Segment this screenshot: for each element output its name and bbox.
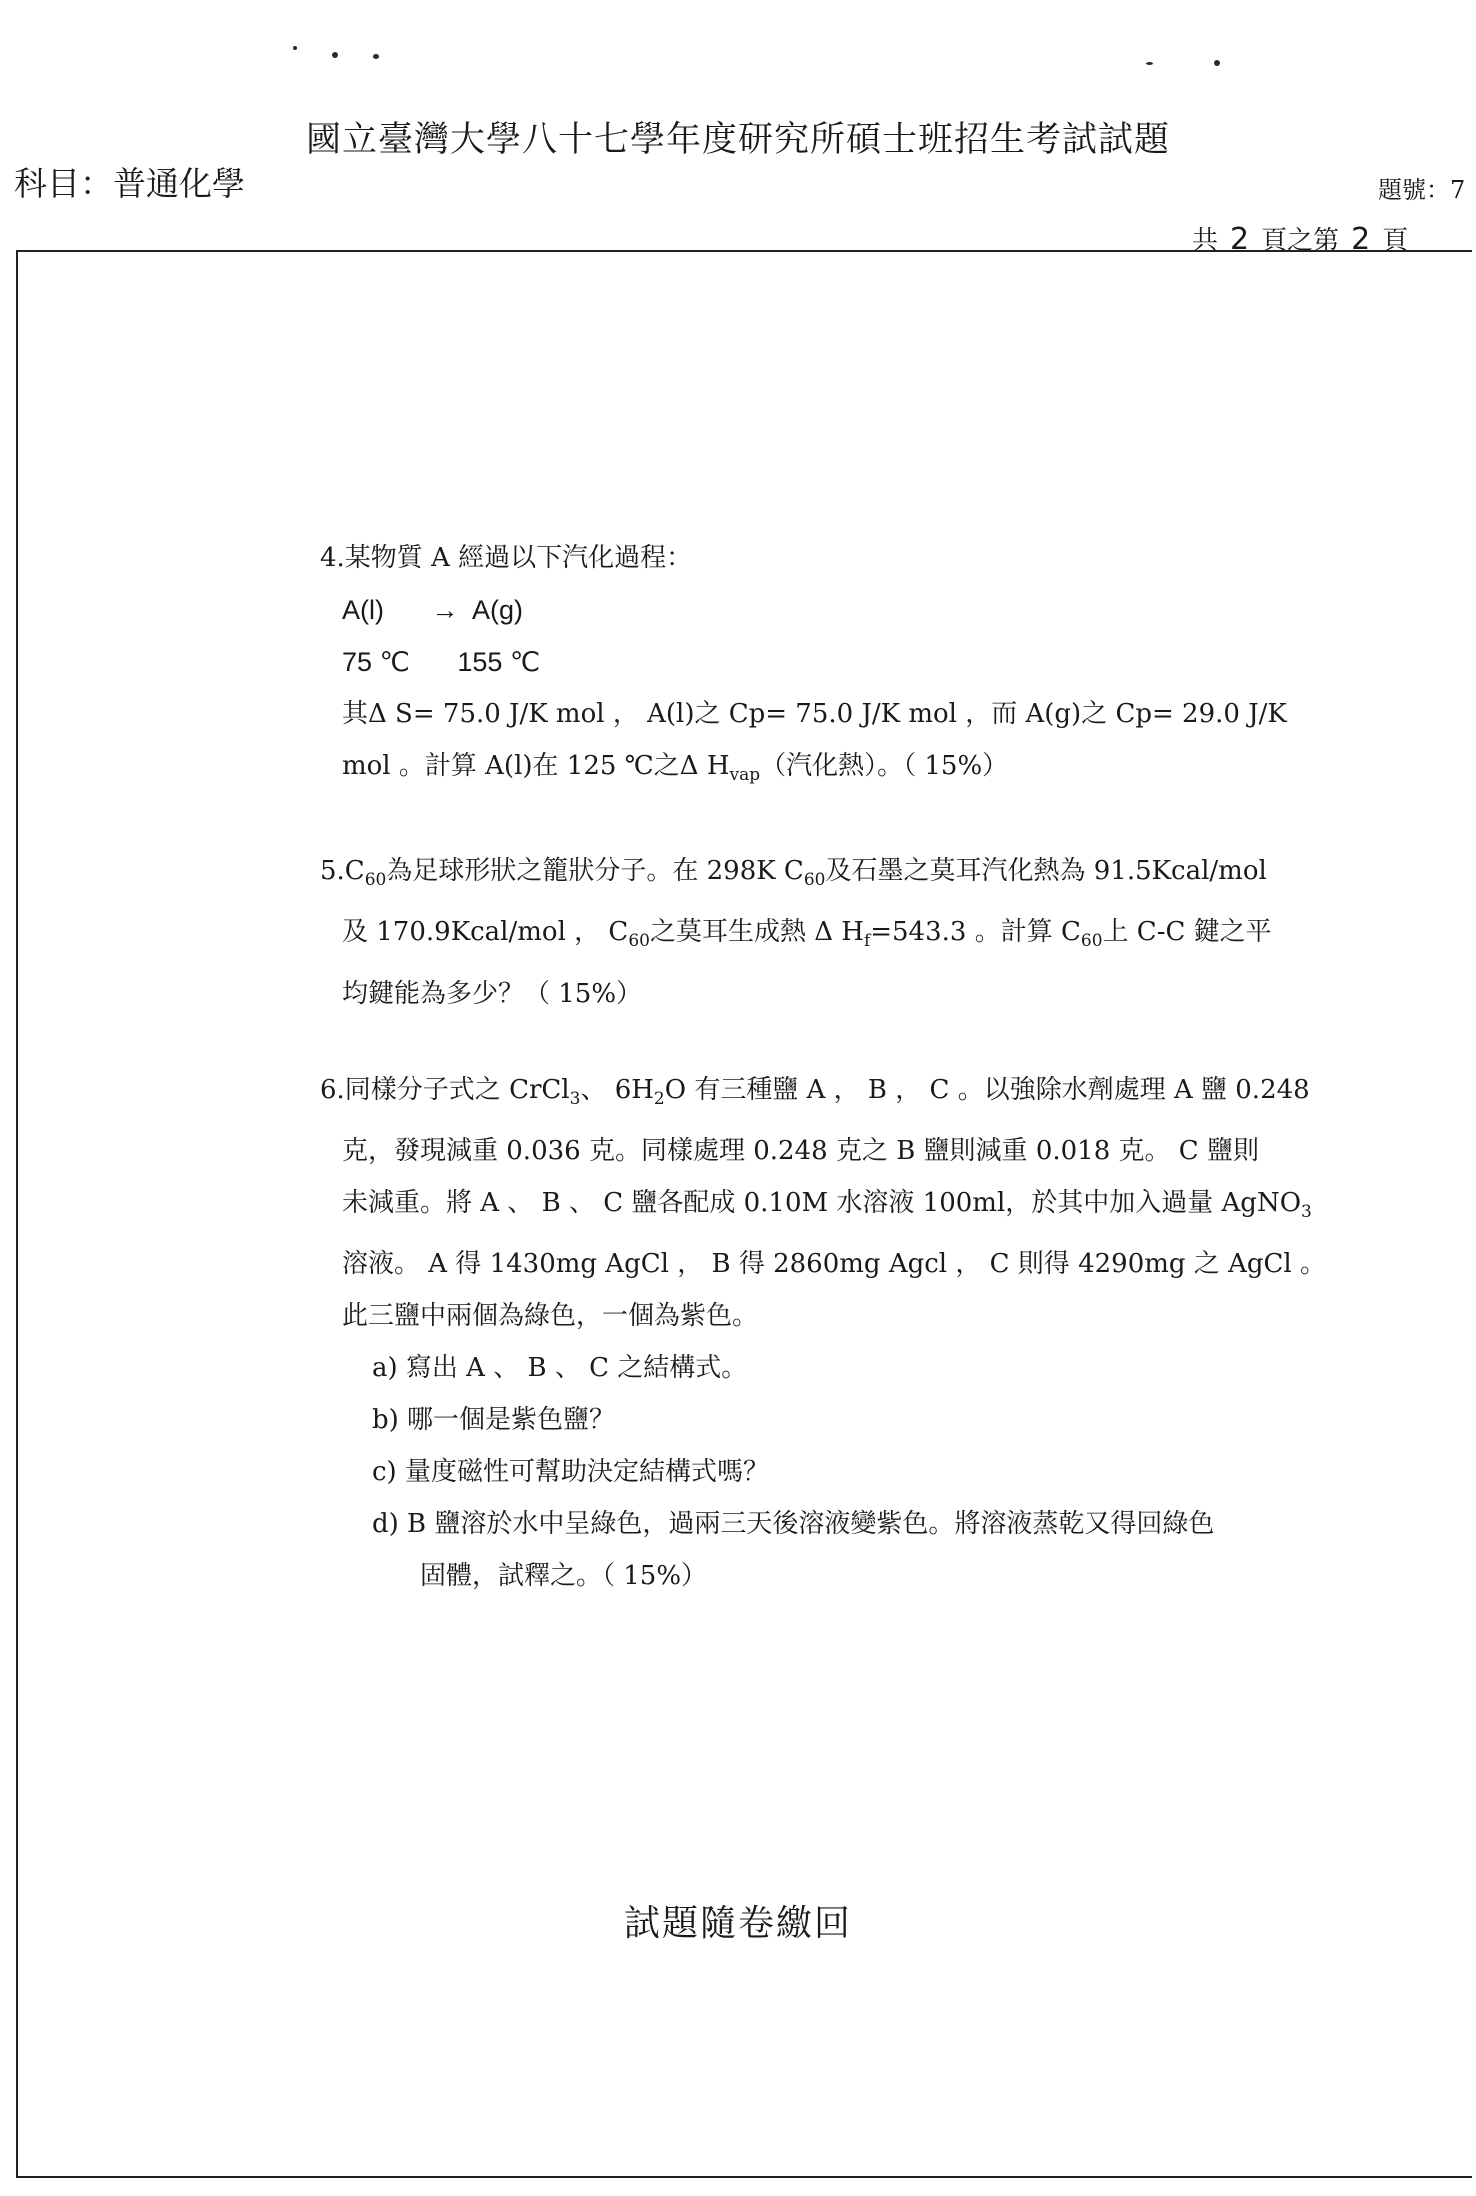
q5-line-1 (320, 845, 1360, 906)
question-number: 題號：7 (1378, 176, 1466, 204)
scan-speck (332, 52, 338, 58)
page-prefix: 共 (1192, 226, 1219, 256)
q6-line-1 (320, 1064, 1360, 1125)
q6-line-3 (320, 1177, 1360, 1238)
q4-line-2a: mol 。計算 A(l)在 125 ℃之Δ H (342, 751, 730, 781)
q5-line-1a: 5.C (320, 856, 365, 887)
q5-subscript: 60 (364, 870, 387, 891)
q6-part-b: b) 哪一個是紫色鹽？ (372, 1404, 616, 1435)
q6-line-1c: O 有三種鹽 A ， B ， C 。以強除水劑處理 A 鹽 0.248 (664, 1074, 1310, 1105)
q5-line-3: 均鍵能為多少？（ 15%） (342, 978, 643, 1009)
q6-line-4: 溶液。 A 得 1430mg AgCl ， B 得 2860mg Agcl ， C 則得 4290mg 之 AgCl 。 (342, 1248, 1326, 1279)
q6-part-d-line-2: 固體，試釋之。（ 15%） (420, 1560, 708, 1591)
q4-line-1: 其Δ S= 75.0 J/K mol ， A(l)之 Cp= 75.0 J/K mol ，而 A(g)之 Cp= 29.0 J/K (342, 699, 1287, 729)
subject-label: 科目：普通化學 (14, 164, 245, 203)
scan-speck (373, 54, 379, 59)
q4-product: A(g) (472, 595, 524, 625)
q4-hvap-subscript: vap (729, 765, 761, 786)
q6-part-c: c) 量度磁性可幫助決定結構式嗎？ (372, 1456, 769, 1487)
q6-line-1b: 、 6H (580, 1074, 654, 1105)
q5-line-2c: =543.3 。計算 C (870, 917, 1081, 948)
questions (320, 532, 1360, 1602)
q5-line-2b: 之莫耳生成熱 Δ H (649, 917, 864, 948)
q4-reactant: A(l) (342, 595, 384, 625)
scan-speck (1146, 62, 1153, 65)
scan-speck (1214, 60, 1220, 66)
q6-subscript: 3 (1301, 1201, 1312, 1222)
scan-speck (293, 46, 297, 50)
arrow-icon: → (431, 595, 459, 625)
q6-part-d-line-1: d) B 鹽溶於水中呈綠色，過兩三天後溶液變紫色。將溶液蒸乾又得回綠色 (372, 1508, 1215, 1539)
q5-line-2d: 上 C-C 鍵之平 (1102, 917, 1272, 948)
question-5 (320, 845, 1360, 1019)
q6-line-3a: 未減重。將 A 、 B 、 C 鹽各配成 0.10M 水溶液 100ml，於其中加入過量 AgNO (342, 1187, 1302, 1218)
page-current: 2 (1351, 222, 1371, 257)
q6-line-5: 此三鹽中兩個為綠色，一個為紫色。 (342, 1300, 759, 1331)
page-suffix: 頁 (1382, 226, 1409, 256)
q6-subscript: 3 (569, 1088, 581, 1109)
q6-line-2: 克，發現減重 0.036 克。同樣處理 0.248 克之 B 鹽則減重 0.018 克。 C 鹽則 (342, 1135, 1259, 1166)
question-6 (320, 1064, 1360, 1602)
q4-temperatures (320, 636, 1360, 688)
q4-line-2 (320, 740, 1360, 801)
q6-line-1a: 6.同樣分子式之 CrCl (320, 1074, 570, 1105)
q5-subscript: 60 (803, 870, 826, 891)
q4-stem: 4.某物質 A 經過以下汽化過程： (320, 543, 693, 573)
q5-subscript: 60 (1080, 931, 1103, 952)
q6-part-a: a) 寫出 A 、 B 、 C 之結構式。 (372, 1352, 748, 1383)
q4-reaction (320, 584, 1360, 636)
q5-line-2 (320, 906, 1360, 967)
q5-line-1c: 及石墨之莫耳汽化熱為 91.5Kcal/mol (825, 856, 1267, 887)
q5-line-1b: 為足球形狀之籠狀分子。在 298K C (386, 856, 804, 887)
q4-temp-right: 155 ℃ (457, 647, 541, 677)
return-notice: 試題隨卷繳回 (623, 1903, 852, 1944)
q4-line-2b: （汽化熱）。（ 15%） (760, 751, 1009, 781)
q5-subscript: f (863, 931, 871, 952)
page-middle: 頁之第 (1261, 226, 1340, 256)
page-total: 2 (1230, 222, 1250, 257)
q5-line-2a: 及 170.9Kcal/mol ， C (342, 917, 629, 948)
q5-subscript: 60 (628, 931, 650, 952)
exam-title: 國立臺灣大學八十七學年度研究所碩士班招生考試試題 (305, 120, 1170, 160)
q4-temp-left: 75 ℃ (342, 647, 410, 677)
question-4 (320, 532, 1360, 801)
q6-subscript: 2 (653, 1088, 665, 1109)
